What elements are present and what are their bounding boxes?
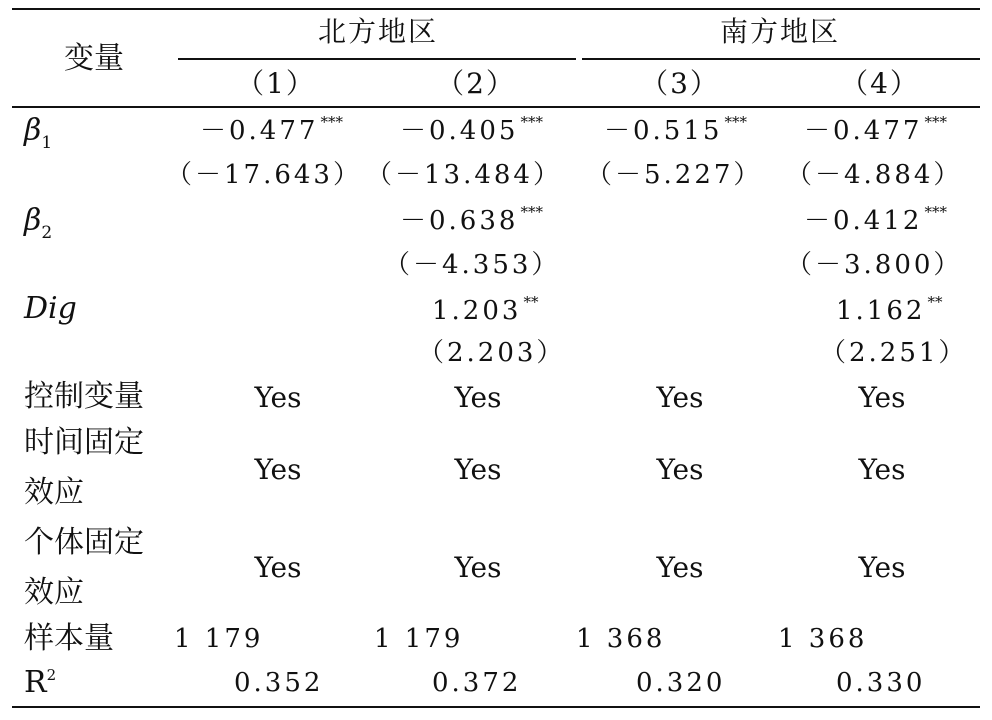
column-header-2: （2） <box>436 67 516 100</box>
beta2-label <box>24 203 53 243</box>
beta1-coef-2 <box>400 113 543 146</box>
header-bottom-rule <box>12 106 980 108</box>
indiv-fe-label-line1: 个体固定 <box>24 525 144 560</box>
beta1-label <box>24 113 53 153</box>
controls-value-1: Yes <box>254 381 302 414</box>
sample-size-value-4: 1 368 <box>778 624 868 654</box>
time-fe-value-2: Yes <box>454 453 502 486</box>
indiv-fe-value-3: Yes <box>656 551 704 584</box>
coef-value: －0.638 <box>400 206 519 236</box>
indiv-fe-value-1: Yes <box>254 551 302 584</box>
r-superscript: 2 <box>46 666 57 684</box>
coef-value: －0.477 <box>200 116 319 146</box>
variable-header: 变量 <box>64 41 124 76</box>
beta2-coef-2 <box>400 203 543 236</box>
time-fe-value-1: Yes <box>254 453 302 486</box>
beta1-symbol: β <box>24 113 42 148</box>
coef-value: 1.162 <box>836 296 926 326</box>
significance-stars: *** <box>924 113 947 131</box>
controls-label: 控制变量 <box>24 379 144 414</box>
coef-value: －0.477 <box>804 116 923 146</box>
dig-coef-2 <box>432 293 539 326</box>
coef-value: －0.405 <box>400 116 519 146</box>
dig-t-2: （2.203） <box>418 338 566 368</box>
beta1-t-4: （－4.884） <box>786 160 963 190</box>
dig-t-4: （2.251） <box>820 338 968 368</box>
beta1-coef-3 <box>604 113 747 146</box>
time-fe-value-4: Yes <box>858 453 906 486</box>
beta2-t-4: （－3.800） <box>786 250 963 280</box>
coef-value: －0.515 <box>604 116 723 146</box>
significance-stars: *** <box>320 113 343 131</box>
indiv-fe-value-2: Yes <box>454 551 502 584</box>
significance-stars: *** <box>724 113 747 131</box>
time-fe-label-line1: 时间固定 <box>24 425 144 460</box>
r-squared-label <box>24 665 57 700</box>
controls-value-2: Yes <box>454 381 502 414</box>
beta1-t-2: （－13.484） <box>366 160 562 190</box>
significance-stars: *** <box>520 113 543 131</box>
beta1-t-3: （－5.227） <box>586 160 763 190</box>
time-fe-label-line2: 效应 <box>24 475 84 510</box>
controls-value-3: Yes <box>656 381 704 414</box>
significance-stars: *** <box>520 203 543 221</box>
significance-stars: ** <box>523 293 539 311</box>
column-header-1: （1） <box>236 67 316 100</box>
beta1-coef-4 <box>804 113 947 146</box>
dig-label: Dig <box>24 291 77 326</box>
sample-size-value-2: 1 179 <box>374 624 464 654</box>
beta2-symbol: β <box>24 203 42 238</box>
indiv-fe-label-line2: 效应 <box>24 575 84 610</box>
group-rule-south <box>582 58 980 60</box>
time-fe-value-3: Yes <box>656 453 704 486</box>
r-squared-value-3: 0.320 <box>636 668 726 698</box>
significance-stars: *** <box>924 203 947 221</box>
r-symbol: R <box>24 665 47 700</box>
group-header-south: 南方地区 <box>719 15 841 48</box>
sample-size-value-3: 1 368 <box>576 624 666 654</box>
top-rule <box>12 8 980 10</box>
dig-coef-4 <box>836 293 943 326</box>
beta2-coef-4 <box>804 203 947 236</box>
r-squared-value-1: 0.352 <box>234 668 324 698</box>
sample-size-value-1: 1 179 <box>174 624 264 654</box>
beta1-t-1: （－17.643） <box>166 160 362 190</box>
significance-stars: ** <box>927 293 943 311</box>
group-header-north: 北方地区 <box>317 15 439 48</box>
beta1-subscript: 1 <box>41 133 53 153</box>
r-squared-value-2: 0.372 <box>432 668 522 698</box>
group-rule-north <box>178 58 576 60</box>
beta1-coef-1 <box>200 113 343 146</box>
coef-value: －0.412 <box>804 206 923 236</box>
coef-value: 1.203 <box>432 296 522 326</box>
beta2-subscript: 2 <box>41 223 53 243</box>
indiv-fe-value-4: Yes <box>858 551 906 584</box>
r-squared-value-4: 0.330 <box>836 668 926 698</box>
bottom-rule <box>12 706 980 708</box>
column-header-4: （4） <box>840 67 920 100</box>
controls-value-4: Yes <box>858 381 906 414</box>
sample-size-label: 样本量 <box>24 621 114 656</box>
column-header-3: （3） <box>640 67 720 100</box>
beta2-t-2: （－4.353） <box>384 250 561 280</box>
